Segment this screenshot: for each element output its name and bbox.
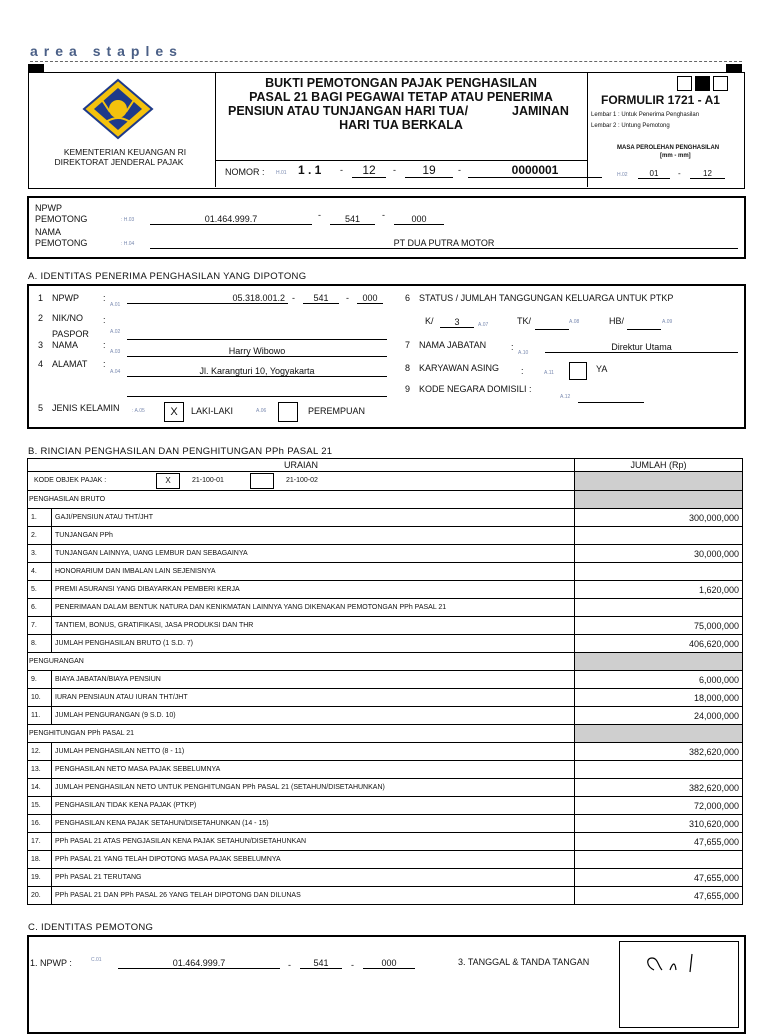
a-hb-code: A.09: [662, 319, 673, 325]
pemotong-npwp-label-1: NPWP: [35, 203, 62, 213]
a-f4-code: A.04: [110, 369, 121, 375]
ministry-line-2: DIREKTORAT JENDERAL PAJAK: [54, 157, 184, 167]
row-amount: 18,000,000: [575, 689, 743, 707]
row-number: 2.: [28, 527, 52, 545]
row-number: 12.: [28, 743, 52, 761]
col-uraian-header: URAIAN: [28, 459, 575, 472]
a-f8-code: A.11: [544, 370, 554, 376]
table-row: [28, 689, 743, 707]
perempuan-checkbox[interactable]: [278, 402, 298, 422]
table-row: [28, 797, 743, 815]
a-f2-colon: :: [103, 315, 106, 325]
a-f7-code: A.10: [518, 350, 529, 356]
a-hb-label: HB/: [609, 316, 625, 326]
form-name: FORMULIR 1721 - A1: [601, 93, 720, 107]
group-amount-cell: [575, 491, 743, 509]
a-alamat-line-2: [127, 395, 387, 397]
nomor-label: NOMOR :: [225, 167, 265, 177]
row-label: PENGHASILAN TIDAK KENA PAJAK (PTKP): [52, 797, 575, 815]
table-row: [28, 509, 743, 527]
pemotong-nama-label-2: PEMOTONG: [35, 238, 88, 248]
row-label: JUMLAH PENGHASILAN NETO UNTUK PENGHITUNGAN PPh PASAL 21 (SETAHUN/DISETAHUNKAN): [52, 779, 575, 797]
a-npwp-dash-2: -: [346, 293, 349, 303]
ministry-emblem-icon: [82, 78, 154, 140]
a-k-label: K/: [425, 316, 434, 326]
row-number: 13.: [28, 761, 52, 779]
row-amount: 310,620,000: [575, 815, 743, 833]
table-header-row: [28, 459, 743, 472]
table-row: [28, 869, 743, 887]
a-f5-code: : A.05: [132, 408, 145, 414]
row-amount: 406,620,000: [575, 635, 743, 653]
table-row: [28, 671, 743, 689]
c-npwp-1: 01.464.999.7: [118, 958, 280, 969]
row-number: 4.: [28, 563, 52, 581]
table-row: [28, 707, 743, 725]
row-amount: [575, 851, 743, 869]
row-number: 16.: [28, 815, 52, 833]
a-f2-code: A.02: [110, 329, 121, 335]
c-npwp-3: 000: [363, 958, 415, 969]
row-label: IURAN PENSIAUN ATAU IURAN THT/JHT: [52, 689, 575, 707]
group-label: PENGHASILAN BRUTO: [28, 491, 575, 509]
a-f1-no: 1: [38, 293, 44, 303]
a-hb-line: [627, 328, 661, 330]
group-label: PENGHITUNGAN PPh PASAL 21: [28, 725, 575, 743]
a-f3-colon: :: [103, 340, 106, 350]
c-tanggal-label: 3. TANGGAL & TANDA TANGAN: [458, 957, 590, 967]
table-row: [28, 617, 743, 635]
nomor-dash-2: -: [393, 165, 396, 175]
nomor-dash-3: -: [458, 165, 461, 175]
table-row: [28, 545, 743, 563]
row-label: GAJI/PENSIUN ATAU THT/JHT: [52, 509, 575, 527]
a-npwp-3: 000: [357, 293, 383, 304]
perempuan-label: PEREMPUAN: [308, 406, 366, 416]
masa-from: 01: [638, 169, 670, 179]
corner-marker-right: [726, 64, 742, 72]
a-alamat: Jl. Karangturi 10, Yogyakarta: [127, 366, 387, 377]
a-f2-no: 2: [38, 313, 44, 323]
a-f8-colon: :: [521, 366, 524, 376]
a-f1-colon: :: [103, 293, 106, 303]
row-label: PENGHASILAN NETO MASA PAJAK SEBELUMNYA: [52, 761, 575, 779]
table-row: [28, 563, 743, 581]
row-amount: [575, 761, 743, 779]
table-row: [28, 581, 743, 599]
header-divider-left: [215, 72, 216, 187]
kode-2-checkbox[interactable]: [250, 473, 274, 489]
nomor-part-3: 19: [405, 163, 453, 178]
brand-watermark: area staples: [30, 43, 183, 59]
pemotong-npwp-3: 000: [394, 214, 444, 225]
masa-label: MASA PEROLEHAN PENGHASILAN: [617, 145, 720, 151]
row-label: JUMLAH PENGHASILAN BRUTO (1 S.D. 7): [52, 635, 575, 653]
a-tk-code: A.08: [569, 319, 580, 325]
col-jumlah-header: JUMLAH (Rp): [575, 459, 743, 472]
nomor-part-1: 1 . 1: [298, 163, 322, 177]
a-f8-no: 8: [405, 363, 411, 373]
row-label: PPh PASAL 21 TERUTANG: [52, 869, 575, 887]
row-label: HONORARIUM DAN IMBALAN LAIN SEJENISNYA: [52, 563, 575, 581]
a-f7-label: NAMA JABATAN: [419, 340, 487, 350]
nomor-part-4: 0000001: [468, 163, 602, 178]
dashed-divider: [30, 61, 742, 62]
table-row: [28, 743, 743, 761]
kode-objek-cell: [28, 472, 575, 491]
kode-1-label: 21-100-01: [192, 477, 224, 484]
pemotong-nama: PT DUA PUTRA MOTOR: [150, 238, 738, 249]
row-number: 6.: [28, 599, 52, 617]
section-c-title: C. IDENTITAS PEMOTONG: [28, 922, 154, 933]
c-npwp-dash-2: -: [351, 960, 354, 970]
corner-marker-left: [28, 64, 44, 72]
row-label: PPh PASAL 21 ATAS PENGJASILAN KENA PAJAK SETAHUN/DISETAHUNKAN: [52, 833, 575, 851]
a-npwp-dash-1: -: [292, 293, 295, 303]
a-f7-colon: :: [511, 342, 514, 352]
row-amount: 47,655,000: [575, 869, 743, 887]
masa-format: [mm - mm]: [660, 153, 691, 159]
row-amount: [575, 563, 743, 581]
row-number: 8.: [28, 635, 52, 653]
pemotong-npwp-dash-2: -: [382, 210, 385, 220]
row-number: 20.: [28, 887, 52, 905]
a-f3-code: A.03: [110, 349, 121, 355]
form-box-2: [695, 76, 710, 91]
row-amount: 1,620,000: [575, 581, 743, 599]
pemotong-npwp-1: 01.464.999.7: [150, 214, 312, 225]
masa-to: 12: [690, 169, 725, 179]
a-f2-label-b: PASPOR: [52, 329, 89, 339]
table-row: [28, 527, 743, 545]
pemotong-npwp-code: : H.03: [121, 217, 135, 223]
row-number: 7.: [28, 617, 52, 635]
row-number: 9.: [28, 671, 52, 689]
nomor-part-2: 12: [352, 163, 386, 178]
a-f4-colon: :: [103, 359, 106, 369]
a-f5-code-b: A.06: [256, 408, 267, 414]
a-npwp-1: 05.318.001.2: [127, 293, 288, 304]
c-npwp-2: 541: [300, 958, 342, 969]
laki-laki-checkbox[interactable]: X: [164, 402, 184, 422]
income-table: [27, 458, 743, 905]
row-number: 11.: [28, 707, 52, 725]
a-f9-code: A.12: [560, 394, 571, 400]
row-number: 15.: [28, 797, 52, 815]
lembar-2: Lembar 2 : Untung Pemotong: [591, 123, 670, 129]
a-f6-no: 6: [405, 293, 411, 303]
kode-objek-row: [28, 472, 743, 491]
group-label: PENGURANGAN: [28, 653, 575, 671]
row-amount: [575, 527, 743, 545]
pemotong-npwp-dash-1: -: [318, 210, 321, 220]
pemotong-npwp-label-2: PEMOTONG: [35, 214, 88, 224]
pemotong-nama-label-1: NAMA: [35, 227, 62, 237]
row-label: TANTIEM, BONUS, GRATIFIKASI, JASA PRODUKSI DAN THR: [52, 617, 575, 635]
row-label: PPh PASAL 21 DAN PPh PASAL 26 YANG TELAH DIPOTONG DAN DILUNAS: [52, 887, 575, 905]
a-domisili-line: [578, 401, 644, 403]
c-npwp-code: C.01: [91, 957, 102, 963]
row-number: 18.: [28, 851, 52, 869]
pemotong-npwp-2: 541: [330, 214, 375, 225]
a-jabatan: Direktur Utama: [545, 342, 738, 353]
nomor-dash-1: -: [340, 165, 343, 175]
group-amount-cell: [575, 725, 743, 743]
row-number: 1.: [28, 509, 52, 527]
masa-code: H.02: [617, 172, 628, 178]
pemotong-box: [27, 196, 746, 259]
row-number: 14.: [28, 779, 52, 797]
a-f6-label: STATUS / JUMLAH TANGGUNGAN KELUARGA UNTUK PTKP: [419, 293, 674, 303]
a-f1-label: NPWP: [52, 293, 79, 303]
nomor-code: H.01: [276, 170, 287, 176]
a-f5-label: JENIS KELAMIN: [52, 403, 120, 413]
row-label: PREMI ASURANSI YANG DIBAYARKAN PEMBERI KERJA: [52, 581, 575, 599]
kode-1-checkbox[interactable]: X: [156, 473, 180, 489]
row-amount: 382,620,000: [575, 779, 743, 797]
kode-2-label: 21-100-02: [286, 477, 318, 484]
row-amount: 47,655,000: [575, 833, 743, 851]
group-amount-cell: [575, 653, 743, 671]
a-f2-label: NIK/NO: [52, 313, 84, 323]
a-f9-no: 9: [405, 384, 411, 394]
c-npwp-dash-1: -: [288, 960, 291, 970]
masa-dash: -: [678, 169, 681, 178]
section-b-title: B. RINCIAN PENGHASILAN DAN PENGHITUNGAN PPh PASAL 21: [28, 446, 333, 457]
a-f9-label: KODE NEGARA DOMISILI :: [419, 384, 532, 394]
table-group-row: [28, 653, 743, 671]
doc-title-line-3a: PENSIUN ATAU TUNJANGAN HARI TUA/: [228, 104, 469, 118]
doc-title-line-2: PASAL 21 BAGI PEGAWAI TETAP ATAU PENERIMA: [249, 90, 553, 104]
kode-objek-amount: [575, 472, 743, 491]
a-f3-label: NAMA: [52, 340, 79, 350]
row-number: 3.: [28, 545, 52, 563]
table-row: [28, 761, 743, 779]
row-label: BIAYA JABATAN/BIAYA PENSIUN: [52, 671, 575, 689]
row-amount: 72,000,000: [575, 797, 743, 815]
row-amount: 30,000,000: [575, 545, 743, 563]
a-npwp-2: 541: [303, 293, 339, 304]
row-amount: 75,000,000: [575, 617, 743, 635]
header-nomor-line: [215, 160, 588, 161]
row-label: JUMLAH PENGHASILAN NETTO (8 - 11): [52, 743, 575, 761]
doc-title-line-1: BUKTI PEMOTONGAN PAJAK PENGHASILAN: [265, 76, 537, 90]
karyawan-asing-checkbox[interactable]: [569, 362, 587, 380]
a-tk-line: [535, 328, 569, 330]
c-npwp-label: 1. NPWP :: [30, 958, 72, 968]
row-label: TUNJANGAN LAINNYA, UANG LEMBUR DAN SEBAGAINYA: [52, 545, 575, 563]
table-row: [28, 599, 743, 617]
table-row: [28, 635, 743, 653]
ministry-line-1: KEMENTERIAN KEUANGAN RI: [63, 147, 187, 157]
form-box-3: [713, 76, 728, 91]
a-f5-no: 5: [38, 403, 44, 413]
row-amount: 382,620,000: [575, 743, 743, 761]
a-f4-label: ALAMAT: [52, 359, 88, 369]
a-f4-no: 4: [38, 359, 44, 369]
row-number: 19.: [28, 869, 52, 887]
row-label: PENGHASILAN KENA PAJAK SETAHUN/DISETAHUNKAN (14 - 15): [52, 815, 575, 833]
a-f8-label: KARYAWAN ASING: [419, 363, 500, 373]
a-k-value: 3: [440, 317, 474, 328]
a-f1-code: A.01: [110, 302, 121, 308]
lembar-1: Lembar 1 : Untuk Penerima Penghasilan: [591, 112, 700, 118]
row-number: 5.: [28, 581, 52, 599]
table-group-row: [28, 725, 743, 743]
a-tk-label: TK/: [517, 316, 532, 326]
a-f7-no: 7: [405, 340, 411, 350]
laki-laki-label: LAKI-LAKI: [191, 406, 234, 416]
doc-title-line-3b: JAMINAN: [512, 104, 569, 118]
table-row: [28, 779, 743, 797]
pemotong-nama-code: : H.04: [121, 241, 135, 247]
table-row: [28, 833, 743, 851]
row-amount: 300,000,000: [575, 509, 743, 527]
row-label: PPh PASAL 21 YANG TELAH DIPOTONG MASA PAJAK SEBELUMNYA: [52, 851, 575, 869]
a-ya-label: YA: [596, 364, 608, 374]
table-row: [28, 887, 743, 905]
doc-title-line-4: HARI TUA BERKALA: [339, 118, 463, 132]
row-label: TUNJANGAN PPh: [52, 527, 575, 545]
table-row: [28, 851, 743, 869]
row-amount: 47,655,000: [575, 887, 743, 905]
form-box-1: [677, 76, 692, 91]
row-amount: 6,000,000: [575, 671, 743, 689]
section-a-title: A. IDENTITAS PENERIMA PENGHASILAN YANG DIPOTONG: [28, 271, 307, 282]
row-number: 10.: [28, 689, 52, 707]
table-row: [28, 815, 743, 833]
a-nama: Harry Wibowo: [127, 346, 387, 357]
kode-objek-label: KODE OBJEK PAJAK :: [34, 477, 107, 484]
a-f3-no: 3: [38, 340, 44, 350]
row-number: 17.: [28, 833, 52, 851]
row-label: PENERIMAAN DALAM BENTUK NATURA DAN KENIKMATAN LAINNYA YANG DIKENAKAN PEMOTONGAN PPh PASAL 21: [52, 599, 575, 617]
table-group-row: [28, 491, 743, 509]
signature-icon: [640, 952, 710, 974]
a-k-code: A.07: [478, 322, 489, 328]
a-nik-line: [127, 338, 387, 340]
row-amount: 24,000,000: [575, 707, 743, 725]
row-label: JUMLAH PENGURANGAN (9 S.D. 10): [52, 707, 575, 725]
row-amount: [575, 599, 743, 617]
